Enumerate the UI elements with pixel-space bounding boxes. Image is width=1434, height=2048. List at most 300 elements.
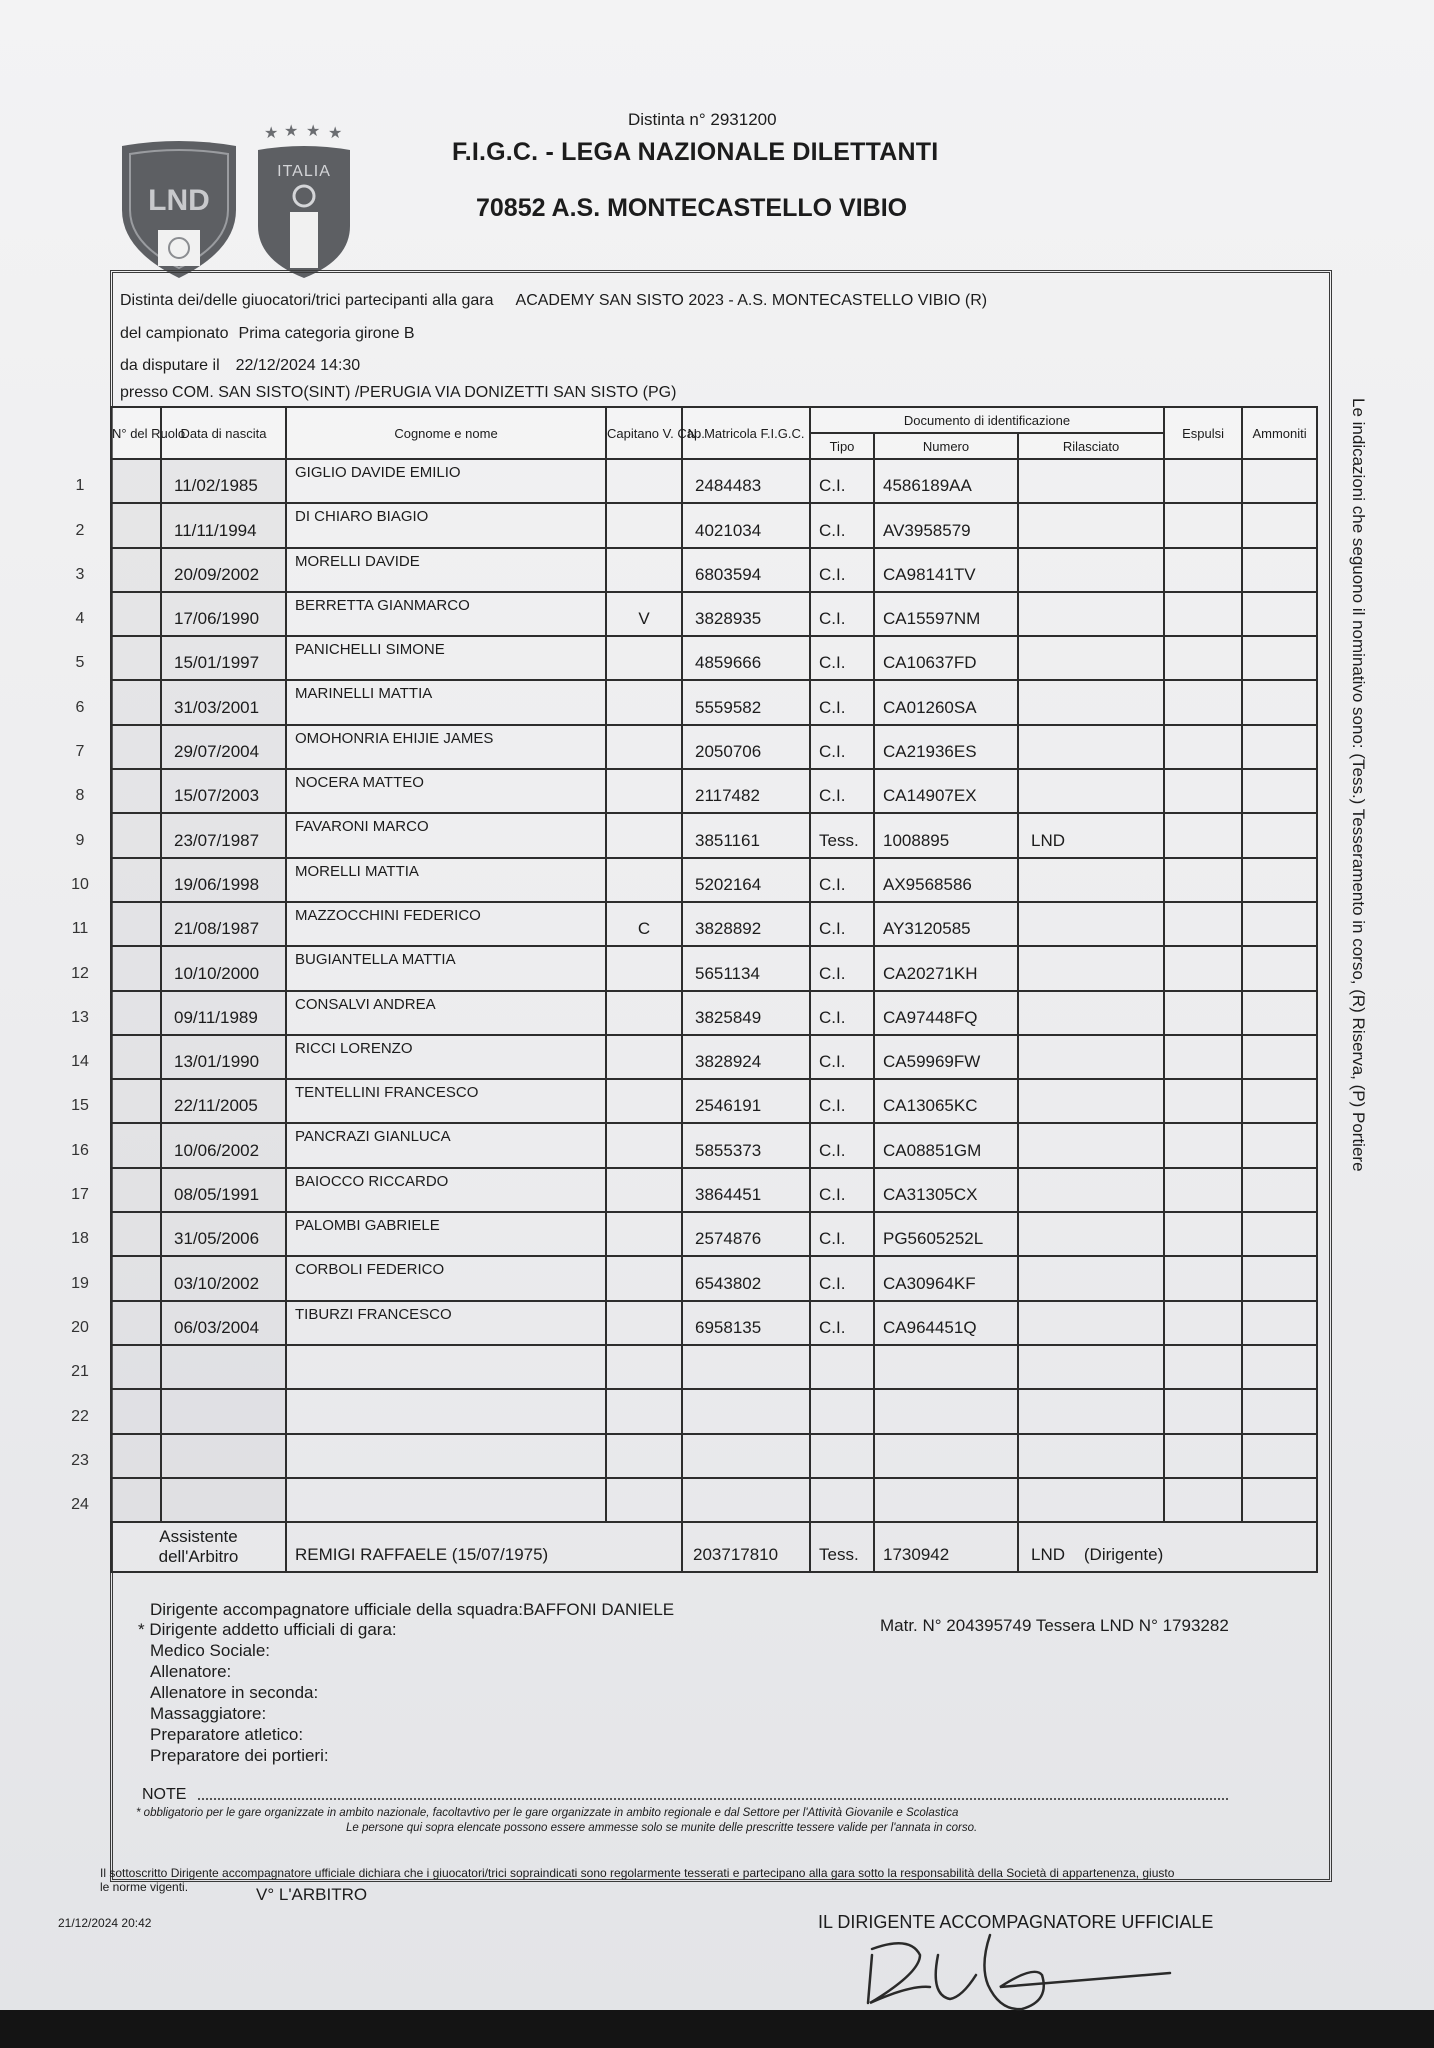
allenatore-seconda: Allenatore in seconda:	[150, 1683, 319, 1702]
dob-cell-text: 09/11/1989	[174, 1007, 258, 1027]
matricola-cell	[682, 1256, 810, 1300]
row-number: 19	[71, 1274, 89, 1292]
name-cell	[286, 548, 606, 592]
name-cell-text: CORBOLI FEDERICO	[295, 1261, 445, 1279]
row-number: 3	[75, 565, 85, 583]
row-number: 14	[71, 1053, 89, 1071]
assistant-numero	[874, 1522, 1018, 1572]
name-cell-text: OMOHONRIA EHIJIE JAMES	[295, 729, 494, 747]
numero-cell-text: CA08851GM	[883, 1140, 982, 1160]
dirigente-matricola: Matr. N° 204395749 Tessera LND N° 1793282	[880, 1616, 1229, 1635]
dob-cell	[161, 459, 286, 503]
matricola-cell	[682, 1168, 810, 1212]
tipo-cell	[810, 459, 874, 503]
captain-cell	[606, 813, 682, 857]
matricola-cell-text: 4021034	[695, 520, 762, 540]
espulsi-cell	[1164, 769, 1242, 813]
espulsi-cell	[1164, 503, 1242, 547]
club-title: 70852 A.S. MONTECASTELLO VIBIO	[476, 194, 908, 222]
ruolo-cell	[111, 503, 161, 547]
rilasciato-cell	[1018, 902, 1164, 946]
player-row	[111, 725, 1317, 769]
tipo-cell-text: C.I.	[819, 564, 846, 584]
assistant-matricola-text: 203717810	[693, 1545, 779, 1565]
tipo-cell-text: C.I.	[819, 1096, 846, 1116]
espulsi-cell	[1164, 548, 1242, 592]
ruolo-cell	[111, 459, 161, 503]
captain-cell-text: C	[637, 919, 651, 939]
numero-cell-text: CA98141TV	[883, 564, 976, 584]
numero-cell	[874, 1345, 1018, 1389]
assistant-tipo	[810, 1522, 874, 1572]
dob-cell-text: 13/01/1990	[174, 1052, 260, 1072]
numero-cell	[874, 548, 1018, 592]
tipo-cell	[810, 636, 874, 680]
dob-cell	[161, 769, 286, 813]
ruolo-cell	[111, 548, 161, 592]
matricola-cell	[682, 548, 810, 592]
name-cell-text: MAZZOCCHINI FEDERICO	[295, 906, 481, 924]
tipo-cell-text: C.I.	[819, 1317, 846, 1337]
rilasciato-cell-text	[1019, 1185, 1031, 1204]
campionato-value: Prima categoria girone B	[238, 325, 415, 342]
rilasciato-cell-text	[1019, 919, 1031, 938]
name-cell-text: BUGIANTELLA MATTIA	[295, 951, 456, 969]
name-cell	[286, 991, 606, 1035]
row-number: 7	[75, 743, 85, 761]
ruolo-cell	[111, 1168, 161, 1212]
name-cell	[286, 636, 606, 680]
svg-text:★: ★	[284, 123, 299, 140]
captain-cell	[606, 1079, 682, 1123]
header-documento: Documento di identificazione	[810, 407, 1164, 433]
dob-cell	[161, 858, 286, 902]
numero-cell-text: CA10637FD	[883, 653, 977, 673]
dob-cell-text: 17/06/1990	[174, 609, 260, 629]
captain-cell	[606, 1168, 682, 1212]
name-cell-text: PANICHELLI SIMONE	[295, 641, 445, 659]
ammoniti-cell	[1242, 1301, 1317, 1345]
player-row	[111, 680, 1317, 724]
tipo-cell	[810, 946, 874, 990]
tipo-cell-text	[811, 1495, 819, 1514]
row-number: 8	[75, 787, 85, 805]
note-field[interactable]	[198, 1798, 1228, 1800]
espulsi-cell	[1164, 1035, 1242, 1079]
rilasciato-cell-text	[1019, 1318, 1031, 1337]
matricola-cell-text	[683, 1495, 695, 1514]
ammoniti-cell	[1242, 548, 1317, 592]
matricola-cell	[682, 991, 810, 1035]
player-row	[111, 813, 1317, 857]
dob-cell-text: 11/11/1994	[174, 520, 257, 540]
dirigente-signature-label: IL DIRIGENTE ACCOMPAGNATORE UFFICIALE	[818, 1912, 1214, 1932]
dob-cell-text	[162, 1451, 174, 1470]
tipo-cell	[810, 1389, 874, 1433]
matricola-cell-text: 3828924	[695, 1052, 762, 1072]
ammoniti-cell	[1242, 459, 1317, 503]
italia-logo-text: ITALIA	[277, 163, 331, 180]
tipo-cell	[810, 858, 874, 902]
lnd-logo-text: LND	[148, 184, 210, 217]
header-captain: Capitano V. Cap.	[606, 407, 682, 459]
dob-cell	[161, 991, 286, 1035]
matricola-cell-text: 6958135	[695, 1317, 762, 1337]
numero-cell	[874, 813, 1018, 857]
svg-text:★: ★	[306, 123, 321, 140]
ammoniti-cell	[1242, 813, 1317, 857]
captain-cell	[606, 1301, 682, 1345]
name-cell-text: NOCERA MATTEO	[295, 774, 424, 792]
matricola-cell	[682, 1212, 810, 1256]
numero-cell-text: 4586189AA	[883, 476, 972, 496]
tipo-cell-text: C.I.	[819, 653, 846, 673]
ruolo-cell	[111, 769, 161, 813]
numero-cell	[874, 1301, 1018, 1345]
rilasciato-cell	[1018, 1345, 1164, 1389]
espulsi-cell	[1164, 1434, 1242, 1478]
name-cell	[286, 1478, 606, 1522]
player-row	[111, 1345, 1317, 1389]
assistant-rilasciato-text: LND (Dirigente)	[1031, 1545, 1164, 1565]
captain-cell	[606, 1212, 682, 1256]
ammoniti-cell	[1242, 503, 1317, 547]
numero-cell-text: CA30964KF	[883, 1273, 976, 1293]
name-cell	[286, 1434, 606, 1478]
assistant-rilasciato	[1018, 1522, 1317, 1572]
players-table	[110, 406, 1318, 1573]
name-cell-text: CONSALVI ANDREA	[295, 995, 436, 1013]
tipo-cell-text: C.I.	[819, 786, 846, 806]
matricola-cell-text: 3851161	[695, 830, 760, 850]
numero-cell	[874, 1035, 1018, 1079]
header-matricola: N. Matricola F.I.G.C.	[682, 407, 810, 459]
ruolo-cell	[111, 636, 161, 680]
rilasciato-cell-text	[1019, 1362, 1031, 1381]
tipo-cell	[810, 1478, 874, 1522]
numero-cell	[874, 946, 1018, 990]
matricola-cell-text	[683, 1451, 695, 1470]
numero-cell-text	[875, 1451, 883, 1470]
ammoniti-cell	[1242, 991, 1317, 1035]
venue-value: COM. SAN SISTO(SINT) /PERUGIA VIA DONIZETTI SAN SISTO (PG)	[172, 384, 677, 401]
numero-cell-text	[875, 1407, 883, 1426]
matricola-cell-text: 3828892	[695, 919, 762, 939]
player-row	[111, 1123, 1317, 1167]
numero-cell	[874, 592, 1018, 636]
row-number: 12	[71, 964, 89, 982]
player-row	[111, 858, 1317, 902]
rilasciato-cell	[1018, 1256, 1164, 1300]
ammoniti-cell	[1242, 680, 1317, 724]
ruolo-cell	[111, 858, 161, 902]
dob-cell-text: 15/07/2003	[174, 786, 260, 806]
rilasciato-cell	[1018, 991, 1164, 1035]
ammoniti-cell	[1242, 1478, 1317, 1522]
name-cell	[286, 813, 606, 857]
header-tipo: Tipo	[810, 433, 874, 459]
dob-cell	[161, 1168, 286, 1212]
row-number: 23	[71, 1451, 89, 1469]
matricola-cell	[682, 1079, 810, 1123]
espulsi-cell	[1164, 1079, 1242, 1123]
dirigente-addetto: * Dirigente addetto ufficiali di gara:	[138, 1620, 397, 1639]
name-cell	[286, 1345, 606, 1389]
matricola-cell-text	[683, 1407, 695, 1426]
row-number: 17	[71, 1186, 89, 1204]
tipo-cell	[810, 1256, 874, 1300]
player-row	[111, 592, 1317, 636]
rilasciato-cell	[1018, 1389, 1164, 1433]
espulsi-cell	[1164, 946, 1242, 990]
tipo-cell	[810, 813, 874, 857]
tipo-cell	[810, 769, 874, 813]
name-cell	[286, 1301, 606, 1345]
rilasciato-cell	[1018, 813, 1164, 857]
medico-sociale: Medico Sociale:	[150, 1641, 271, 1660]
dob-cell	[161, 1035, 286, 1079]
tipo-cell-text: C.I.	[819, 919, 846, 939]
player-row	[111, 1212, 1317, 1256]
rilasciato-cell	[1018, 1168, 1164, 1212]
match-info-campionato	[120, 325, 415, 343]
espulsi-cell	[1164, 1168, 1242, 1212]
captain-cell	[606, 503, 682, 547]
name-cell	[286, 1168, 606, 1212]
italia-logo	[254, 122, 354, 280]
ruolo-cell	[111, 1345, 161, 1389]
ruolo-cell	[111, 1123, 161, 1167]
referee-signature-label: V° L'ARBITRO	[256, 1885, 368, 1904]
player-row	[111, 1035, 1317, 1079]
dob-cell	[161, 1123, 286, 1167]
tipo-cell	[810, 680, 874, 724]
captain-cell	[606, 680, 682, 724]
dob-cell	[161, 1256, 286, 1300]
svg-text:★: ★	[328, 125, 343, 142]
tipo-cell	[810, 902, 874, 946]
row-number: 13	[71, 1008, 89, 1026]
player-row	[111, 503, 1317, 547]
captain-cell	[606, 902, 682, 946]
matricola-cell-text: 6543802	[695, 1273, 762, 1293]
tipo-cell-text	[811, 1451, 819, 1470]
dob-cell	[161, 725, 286, 769]
rilasciato-cell-text	[1019, 521, 1031, 540]
rilasciato-cell	[1018, 1301, 1164, 1345]
rilasciato-cell	[1018, 1478, 1164, 1522]
tipo-cell-text: C.I.	[819, 874, 846, 894]
row-number: 5	[75, 654, 85, 672]
name-cell	[286, 680, 606, 724]
captain-cell	[606, 946, 682, 990]
numero-cell-text: CA01260SA	[883, 697, 977, 717]
dob-cell-text	[162, 1495, 174, 1514]
name-cell	[286, 1035, 606, 1079]
assistant-tipo-text: Tess.	[819, 1545, 859, 1565]
ruolo-cell	[111, 813, 161, 857]
tipo-cell	[810, 1079, 874, 1123]
name-cell-text: TIBURZI FRANCESCO	[295, 1305, 452, 1323]
matricola-cell-text: 5202164	[695, 874, 762, 894]
rilasciato-cell	[1018, 1079, 1164, 1123]
name-cell-text: MORELLI DAVIDE	[295, 552, 420, 570]
player-row	[111, 946, 1317, 990]
name-cell	[286, 592, 606, 636]
name-cell	[286, 1256, 606, 1300]
assistant-matricola	[682, 1522, 810, 1572]
rilasciato-cell-text	[1019, 742, 1031, 761]
player-row	[111, 548, 1317, 592]
dob-cell-text	[162, 1407, 174, 1426]
dob-cell	[161, 813, 286, 857]
gara-value: ACADEMY SAN SISTO 2023 - A.S. MONTECASTELLO VIBIO (R)	[515, 292, 988, 309]
dob-cell-text: 19/06/1998	[174, 874, 260, 894]
dob-cell	[161, 1212, 286, 1256]
player-row	[111, 1256, 1317, 1300]
tipo-cell-text: C.I.	[819, 697, 846, 717]
row-number: 20	[71, 1318, 89, 1336]
ammoniti-cell	[1242, 1035, 1317, 1079]
numero-cell-text: CA14907EX	[883, 786, 977, 806]
tipo-cell-text: C.I.	[819, 520, 846, 540]
captain-cell	[606, 991, 682, 1035]
espulsi-cell	[1164, 858, 1242, 902]
espulsi-cell	[1164, 1123, 1242, 1167]
dob-cell	[161, 1079, 286, 1123]
tipo-cell-text: C.I.	[819, 1052, 846, 1072]
ammoniti-cell	[1242, 1079, 1317, 1123]
row-number: 2	[75, 521, 85, 539]
name-cell	[286, 1123, 606, 1167]
dob-cell-text: 10/06/2002	[174, 1140, 260, 1160]
rilasciato-cell-text	[1019, 565, 1031, 584]
ammoniti-cell	[1242, 1168, 1317, 1212]
numero-cell-text: 1008895	[883, 830, 950, 850]
numero-cell	[874, 459, 1018, 503]
row-number: 18	[71, 1230, 89, 1248]
rilasciato-cell	[1018, 1212, 1164, 1256]
side-legend-note: Le indicazioni che seguono il nominativo sono: (Tess.) Tesseramento in corso, (R) Riserva, (P) Portiere	[1349, 398, 1368, 1172]
player-row	[111, 902, 1317, 946]
dob-cell	[161, 1345, 286, 1389]
tipo-cell	[810, 1301, 874, 1345]
espulsi-cell	[1164, 1256, 1242, 1300]
tipo-cell	[810, 1434, 874, 1478]
dob-cell-text: 23/07/1987	[174, 830, 260, 850]
ammoniti-cell	[1242, 769, 1317, 813]
espulsi-cell	[1164, 902, 1242, 946]
matricola-cell	[682, 636, 810, 680]
numero-cell-text: CA21936ES	[883, 742, 977, 762]
captain-cell	[606, 769, 682, 813]
matricola-cell	[682, 1035, 810, 1079]
dob-cell	[161, 636, 286, 680]
matricola-cell	[682, 1301, 810, 1345]
name-cell-text: BAIOCCO RICCARDO	[295, 1172, 449, 1190]
name-cell-text: PANCRAZI GIANLUCA	[295, 1128, 451, 1146]
captain-cell	[606, 1478, 682, 1522]
matricola-cell-text: 3864451	[695, 1185, 762, 1205]
captain-cell	[606, 1389, 682, 1433]
ruolo-cell	[111, 1035, 161, 1079]
dob-cell-text: 31/03/2001	[174, 697, 260, 717]
numero-cell-text: CA964451Q	[883, 1317, 977, 1337]
dob-cell-text: 21/08/1987	[174, 919, 260, 939]
numero-cell-text: PG5605252L	[883, 1229, 984, 1249]
federation-title: F.I.G.C. - LEGA NAZIONALE DILETTANTI	[452, 138, 939, 166]
espulsi-cell	[1164, 1301, 1242, 1345]
matricola-cell	[682, 1478, 810, 1522]
numero-cell-text: CA59969FW	[883, 1052, 981, 1072]
ammoniti-cell	[1242, 725, 1317, 769]
print-timestamp: 21/12/2024 20:42	[58, 1916, 152, 1930]
rilasciato-cell	[1018, 1434, 1164, 1478]
numero-cell-text: CA13065KC	[883, 1096, 978, 1116]
distinta-number: Distinta n° 2931200	[628, 110, 777, 129]
ammoniti-cell	[1242, 1123, 1317, 1167]
name-cell	[286, 459, 606, 503]
tipo-cell	[810, 1345, 874, 1389]
handwritten-signature	[850, 1925, 1180, 2015]
row-number: 9	[75, 831, 85, 849]
ammoniti-cell	[1242, 1434, 1317, 1478]
player-row	[111, 991, 1317, 1035]
tipo-cell-text: C.I.	[819, 1273, 846, 1293]
tipo-cell	[810, 1035, 874, 1079]
matricola-cell-text: 4859666	[695, 653, 762, 673]
espulsi-cell	[1164, 725, 1242, 769]
background-surface	[0, 2010, 1434, 2048]
matricola-cell	[682, 592, 810, 636]
player-row	[111, 769, 1317, 813]
matricola-cell-text: 2050706	[695, 742, 762, 762]
numero-cell	[874, 991, 1018, 1035]
row-number: 6	[75, 698, 85, 716]
row-number: 22	[71, 1407, 89, 1425]
assistant-numero-text: 1730942	[883, 1545, 950, 1565]
ruolo-cell	[111, 1434, 161, 1478]
matricola-cell	[682, 1123, 810, 1167]
captain-cell	[606, 725, 682, 769]
gara-label: Distinta dei/delle giuocatori/trici partecipanti alla gara	[120, 292, 494, 309]
name-cell	[286, 1389, 606, 1433]
espulsi-cell	[1164, 636, 1242, 680]
rilasciato-cell-text	[1019, 964, 1031, 983]
tipo-cell	[810, 503, 874, 547]
name-cell	[286, 725, 606, 769]
dob-cell	[161, 902, 286, 946]
declaration-line2: le norme vigenti.	[100, 1880, 189, 1894]
dirigente-accompagnatore: Dirigente accompagnatore ufficiale della squadra:BAFFONI DANIELE	[150, 1600, 675, 1619]
tipo-cell	[810, 548, 874, 592]
captain-cell	[606, 592, 682, 636]
name-cell	[286, 858, 606, 902]
rilasciato-cell	[1018, 858, 1164, 902]
dob-cell	[161, 680, 286, 724]
tipo-cell-text: Tess.	[819, 830, 859, 850]
tipo-cell	[810, 592, 874, 636]
dob-cell-text: 03/10/2002	[174, 1273, 260, 1293]
matricola-cell-text: 5651134	[695, 963, 760, 983]
row-number: 15	[71, 1097, 89, 1115]
ruolo-cell	[111, 1079, 161, 1123]
ammoniti-cell	[1242, 1256, 1317, 1300]
ruolo-cell	[111, 592, 161, 636]
tipo-cell-text	[811, 1407, 819, 1426]
numero-cell	[874, 1478, 1018, 1522]
player-row	[111, 1389, 1317, 1433]
